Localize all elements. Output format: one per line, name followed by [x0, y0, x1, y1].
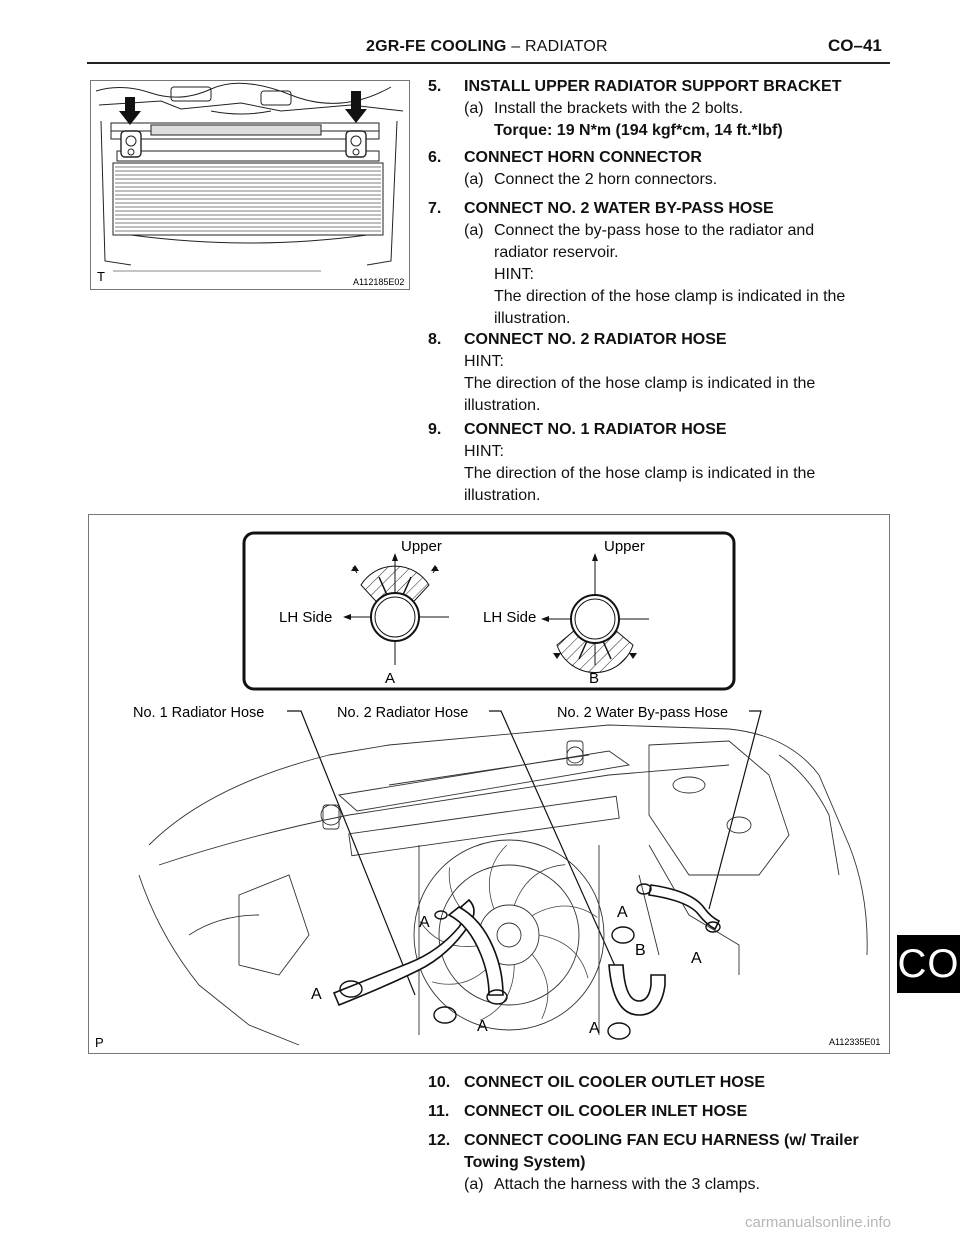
hint-line-1: The direction of the hose clamp is indicated in the — [494, 288, 846, 305]
site-watermark[interactable]: carmanualsonline.info — [745, 1214, 891, 1231]
sub-text-line-2: radiator reservoir. — [494, 244, 619, 261]
step-title: CONNECT OIL COOLER INLET HOSE — [464, 1103, 748, 1120]
step-title-line-1: CONNECT COOLING FAN ECU HARNESS (w/ Trailer — [464, 1132, 859, 1149]
sub-text: Connect the 2 horn connectors. — [494, 171, 718, 188]
engine-bay-drawing — [139, 725, 867, 1045]
step-11 — [428, 1101, 888, 1123]
sub-label: (a) — [464, 171, 484, 188]
step-title: CONNECT HORN CONNECTOR — [464, 149, 702, 166]
section-name: 2GR-FE COOLING — [366, 38, 507, 55]
mark-a: A — [617, 904, 628, 921]
torque-spec: Torque: 19 N*m (194 kgf*cm, 14 ft.*lbf) — [494, 122, 783, 139]
mark-b: B — [635, 942, 646, 959]
header-separator: – — [511, 38, 521, 55]
arrow-icon — [119, 91, 367, 125]
figure-code: A112185E02 — [353, 277, 405, 287]
step-9 — [428, 419, 888, 507]
step-8 — [428, 329, 888, 417]
step-number: 7. — [428, 200, 442, 217]
step-title: CONNECT NO. 2 RADIATOR HOSE — [464, 331, 727, 348]
page-header-title — [366, 38, 608, 56]
sub-text-line-1: Connect the by-pass hose to the radiator and — [494, 222, 815, 239]
figure-corner-letter: P — [95, 1035, 104, 1050]
figure-corner-letter: T — [97, 269, 105, 284]
sub-text: Install the brackets with the 2 bolts. — [494, 100, 744, 117]
step-title-line-2: Towing System) — [464, 1154, 586, 1171]
step-title: INSTALL UPPER RADIATOR SUPPORT BRACKET — [464, 78, 842, 95]
radiator-bracket-illustration — [91, 81, 409, 289]
sub-text: Attach the harness with the 3 clamps. — [494, 1176, 760, 1193]
step-number: 9. — [428, 421, 442, 438]
step-5 — [428, 76, 888, 98]
step-6 — [428, 147, 888, 169]
clamp-a-label: A — [385, 670, 396, 687]
hint-line-2: illustration. — [494, 310, 571, 327]
step-title: CONNECT OIL COOLER OUTLET HOSE — [464, 1074, 766, 1091]
callout-no2-water-bypass-hose: No. 2 Water By-pass Hose — [557, 705, 729, 721]
step-number: 10. — [428, 1074, 451, 1091]
step-5-sub-a — [464, 98, 894, 142]
hint-label: HINT: — [464, 353, 504, 370]
step-7-sub-a — [464, 220, 894, 330]
hose-drawings — [334, 885, 719, 1015]
mark-a: A — [477, 1018, 488, 1035]
page-code: CO–41 — [828, 36, 882, 55]
upper-label-b: Upper — [604, 538, 645, 555]
figure-code: A112335E01 — [829, 1037, 881, 1047]
step-number: 6. — [428, 149, 442, 166]
mark-a: A — [311, 986, 322, 1003]
step-12-sub-a — [464, 1174, 894, 1196]
figure-hose-clamps — [88, 514, 890, 1054]
sub-label: (a) — [464, 222, 484, 239]
figure-radiator-bracket — [90, 80, 410, 290]
hint-line-2: illustration. — [464, 487, 541, 504]
mark-a: A — [589, 1020, 600, 1037]
lh-side-label-a: LH Side — [279, 609, 333, 626]
hint-line-2: illustration. — [464, 397, 541, 414]
hint-line-1: The direction of the hose clamp is indicated in the — [464, 375, 816, 392]
step-10 — [428, 1072, 888, 1094]
subsection-name: RADIATOR — [525, 38, 608, 55]
section-tab: CO — [897, 935, 960, 993]
header-divider — [87, 62, 890, 64]
callout-no2-radiator-hose: No. 2 Radiator Hose — [337, 705, 469, 721]
fan-blades — [420, 845, 597, 1020]
step-number: 5. — [428, 78, 442, 95]
hose-clamp-illustration — [89, 515, 889, 1053]
step-title: CONNECT NO. 2 WATER BY-PASS HOSE — [464, 200, 774, 217]
callout-no1-radiator-hose: No. 1 Radiator Hose — [133, 705, 265, 721]
sub-label: (a) — [464, 100, 484, 117]
clamp-b-label: B — [589, 670, 600, 687]
mark-a: A — [419, 914, 430, 931]
step-number: 8. — [428, 331, 442, 348]
step-6-sub-a — [464, 169, 894, 191]
hint-label: HINT: — [494, 266, 534, 283]
lh-side-label-b: LH Side — [483, 609, 537, 626]
upper-label-a: Upper — [401, 538, 442, 555]
step-number: 11. — [428, 1103, 450, 1120]
mark-a: A — [691, 950, 702, 967]
hint-label: HINT: — [464, 443, 504, 460]
step-7 — [428, 198, 888, 220]
sub-label: (a) — [464, 1176, 484, 1193]
callout-leaders — [287, 711, 761, 995]
hint-line-1: The direction of the hose clamp is indicated in the — [464, 465, 816, 482]
step-number: 12. — [428, 1132, 451, 1149]
hose-clamp-letters — [311, 904, 702, 1037]
step-12 — [428, 1130, 898, 1174]
step-title: CONNECT NO. 1 RADIATOR HOSE — [464, 421, 727, 438]
hose-clamp-markers — [340, 884, 720, 1039]
